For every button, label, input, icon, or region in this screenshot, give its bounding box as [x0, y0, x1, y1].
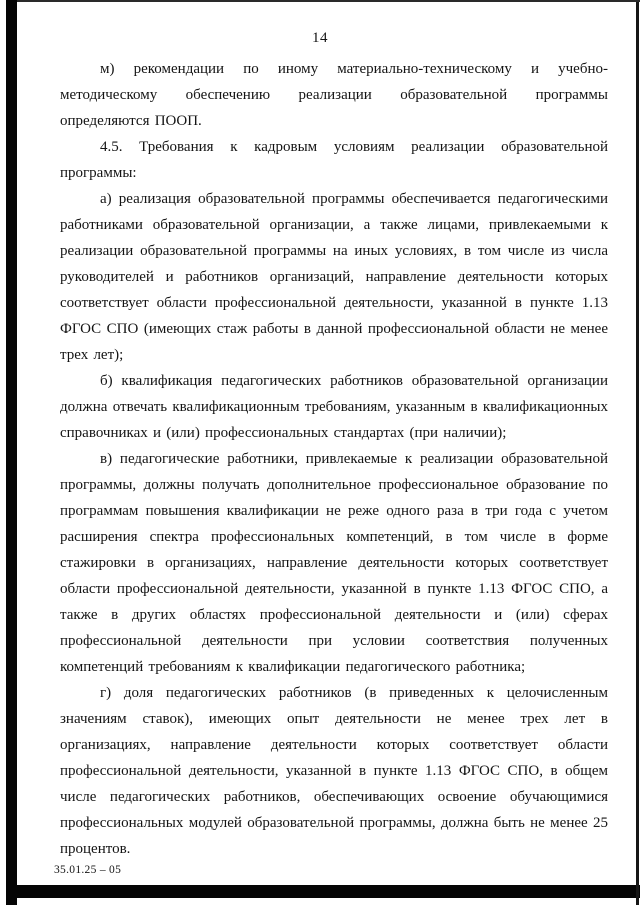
paragraph: г) доля педагогических работников (в приведенных к целочисленным значениям ставок), имеющих опыт деятельности не менее трех лет в организациях, направление деятельности которых соответствует области профессиональной деятельности, указанной в пункте 1.13 ФГОС СПО, в общем числе педагогических работников, обеспечивающих освоение обучающимися профессиональных модулей образовательной программы, должна быть не менее 25 процентов. [60, 685, 608, 857]
paragraph: м) рекомендации по иному материально-техническому и учебно-методическому обеспечению реализации образовательной программы определяются ПООП. [60, 61, 608, 129]
scan-edge-top [17, 0, 640, 2]
scan-edge-left [6, 0, 17, 905]
document-body [60, 56, 608, 862]
paragraph: б) квалификация педагогических работников образовательной организации должна отвечать квалификационным требованиям, указанным в квалификационных справочниках и (или) профессиональных стандартах (при наличии); [60, 373, 608, 441]
paragraph: 4.5. Требования к кадровым условиям реализации образовательной программы: [60, 139, 608, 181]
page-number: 14 [312, 30, 328, 46]
paragraph: в) педагогические работники, привлекаемые к реализации образовательной программы, должны получать дополнительное профессиональное образование по программам повышения квалификации не реже одного раза в три года с учетом расширения спектра профессиональных компетенций, в том числе в форме стажировки в организациях, направление деятельности которых соответствует области профессиональной деятельности, указанной в пункте 1.13 ФГОС СПО, а также в других областях профессиональной деятельности и (или) сферах профессиональной деятельности при условии соответствия полученных компетенций требованиям к квалификации педагогического работника; [60, 451, 608, 675]
scan-edge-right [636, 0, 639, 905]
paragraph: а) реализация образовательной программы обеспечивается педагогическими работниками образовательной организации, а также лицами, привлекаемыми к реализации образовательной программы на иных условиях, в том числе из числа руководителей и работников организаций, направление деятельности которых соответствует области профессиональной деятельности, указанной в пункте 1.13 ФГОС СПО (имеющих стаж работы в данной профессиональной области не менее трех лет); [60, 191, 608, 363]
scan-edge-bottom [6, 885, 640, 898]
document-code: 35.01.25 – 05 [54, 864, 122, 876]
